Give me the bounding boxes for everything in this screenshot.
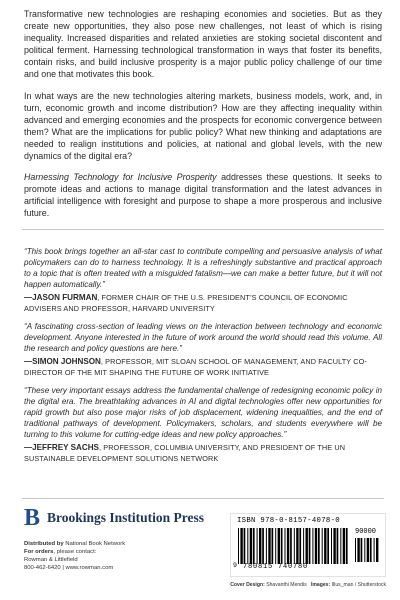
praise-attribution xyxy=(24,292,382,314)
praise-attribution xyxy=(24,356,382,378)
barcode-bar xyxy=(376,538,378,562)
barcode-bar xyxy=(285,528,286,564)
barcode-bar xyxy=(250,528,252,564)
barcode-bar xyxy=(253,528,255,564)
barcode-bar xyxy=(240,528,242,564)
barcode-bar xyxy=(355,538,356,562)
barcode-bar xyxy=(303,528,304,564)
barcode-bar xyxy=(312,528,313,564)
barcode-bar xyxy=(367,538,369,562)
barcode-bar xyxy=(374,538,375,562)
attribution-dash: — xyxy=(24,293,33,302)
praise-quote: “This book brings together an all-star cast to contribute compelling and persuasive analysis of what policymakers can do to harness technology. It is a refreshingly substantive and practical approach to a topic that is often treated with a misguided fatalism—we can make a better future, but it will not happen automatically.” xyxy=(24,247,382,289)
barcode-bar xyxy=(306,528,308,564)
orders-line: For orders, please contact: xyxy=(24,549,97,555)
praise-quote: “A fascinating cross-section of leading views on the interaction between technology and economic development. Anyone interested in the future of work around the world should read this volume. All the research and policy questions are here.” xyxy=(24,322,382,353)
barcode-bar xyxy=(247,528,248,564)
cover-credits: Cover Design: Shavanthi Mendis Images: Illus_man / Shutterstock xyxy=(230,582,386,588)
isbn-number: ISBN 978-0-8157-4078-0 xyxy=(237,517,340,525)
description-paragraph-1: Transformative new technologies are reshaping economies and societies. But as they create new opportunities, they also pose new challenges, not least of which is rising inequality. Increased disparities and related anxieties are stoking societal discontent and political ferment. Harnessing technological transformation in ways that foster its benefits, contain risks, and build inclusive prosperity is a major public policy challenge of our time and one that motivates this book. xyxy=(24,9,382,80)
orders-contact: 800-462-6420 | www.rowman.com xyxy=(24,565,114,571)
barcode-bar xyxy=(318,528,320,564)
distribution-info xyxy=(24,540,194,572)
orders-company: Rowman & Littlefield xyxy=(24,557,78,563)
barcode-bar xyxy=(324,528,326,564)
barcode-bar xyxy=(275,528,276,564)
barcode-bars-addon xyxy=(354,538,380,562)
barcode-first-digit: 9 xyxy=(233,562,237,569)
praise-item xyxy=(24,246,382,314)
barcode-bar xyxy=(257,528,258,564)
barcode-bar xyxy=(259,528,261,564)
barcode-bar xyxy=(327,528,329,564)
book-title-inline: Harnessing Technology for Inclusive Prosperity xyxy=(24,172,217,183)
barcode-digits: 780815 740780 xyxy=(243,563,309,571)
barcode-bar xyxy=(281,528,283,564)
attribution-dash: — xyxy=(24,443,33,452)
barcode-bar xyxy=(340,528,341,564)
barcode-bar xyxy=(315,528,317,564)
barcode-bar xyxy=(238,528,239,564)
attribution-role: , PROFESSOR, MIT SLOAN SCHOOL OF MANAGEMENT, AND FACULTY CO-DIRECTOR OF THE MIT SHAPING THE FUTURE OF WORK INITIATIVE xyxy=(24,357,367,377)
barcode-bar xyxy=(299,528,301,564)
barcode-bar xyxy=(343,528,345,564)
description-paragraph-3 xyxy=(24,171,382,219)
praise-item xyxy=(24,385,382,464)
attribution-role: , FORMER CHAIR OF THE U.S. PRESIDENT’S COUNCIL OF ECONOMIC ADVISERS AND PROFESSOR, HARVARD UNIVERSITY xyxy=(24,293,348,313)
attribution-name: JEFFREY SACHS xyxy=(32,443,99,452)
barcode-bars-main xyxy=(237,528,349,564)
back-cover-description xyxy=(24,8,382,220)
barcode-bar xyxy=(287,528,289,564)
barcode-bar xyxy=(333,528,335,564)
barcode-bar xyxy=(331,528,332,564)
barcode-bar xyxy=(357,538,359,562)
description-paragraph-3-text: addresses these questions. It seeks to promote ideas and actions to manage digital transformation and the latest advances in artificial intelligence with foresight and purpose to shape a more prosperous and inclusive future. xyxy=(24,172,382,219)
barcode-bar xyxy=(361,538,363,562)
publisher-logo-mark: B xyxy=(24,505,41,531)
barcode-bar xyxy=(309,528,311,564)
publisher-logo xyxy=(24,506,204,530)
isbn-barcode xyxy=(230,513,386,577)
section-divider xyxy=(22,229,384,230)
footer-divider xyxy=(22,498,384,499)
barcode-bar xyxy=(370,538,372,562)
barcode-bar xyxy=(364,538,365,562)
praise-item xyxy=(24,321,382,378)
attribution-dash: — xyxy=(24,357,33,366)
barcode-bar xyxy=(346,528,348,564)
barcode-bar xyxy=(278,528,280,564)
barcode-bar xyxy=(268,528,270,564)
praise-section xyxy=(24,246,382,471)
barcode-price-code: 90000 xyxy=(355,528,377,536)
barcode-bar xyxy=(266,528,267,564)
praise-attribution xyxy=(24,442,382,464)
barcode-bar xyxy=(272,528,274,564)
barcode-bar xyxy=(290,528,292,564)
distribution-line: Distributed by National Book Network xyxy=(24,541,126,547)
praise-quote: “These very important essays address the fundamental challenge of redesigning economic policy in the digital era. The breathtaking advances in AI and digital technologies offer new opportunities for rapid growth but also pose major risks of job displacement, widening inequalities, and the end of traditional pathways of development. Policymakers, scholars, and students everywhere will be turning to this volume for cutting-edge ideas and new policy approaches.” xyxy=(24,386,382,439)
description-paragraph-2: In what ways are the new technologies altering markets, business models, work, and, in turn, economic growth and income distribution? How are they affecting inequality within advanced and emerging economies and the prospects for economic convergence between them? What are the implications for public policy? What new thinking and adaptations are needed to realign institutions and policies, at national and global levels, with the new dynamics of the digital era? xyxy=(24,90,382,162)
attribution-role: , PROFESSOR, COLUMBIA UNIVERSITY, AND PRESIDENT OF THE UN SUSTAINABLE DEVELOPMENT SOLUTIONS NETWORK xyxy=(24,443,346,463)
barcode-bar xyxy=(244,528,246,564)
attribution-name: SIMON JOHNSON xyxy=(32,357,101,366)
publisher-name: Brookings Institution Press xyxy=(47,510,205,525)
barcode-bar xyxy=(322,528,323,564)
barcode-bar xyxy=(296,528,298,564)
attribution-name: JASON FURMAN xyxy=(32,293,98,302)
barcode-bar xyxy=(294,528,295,564)
barcode-bar xyxy=(337,528,339,564)
barcode-bar xyxy=(262,528,264,564)
